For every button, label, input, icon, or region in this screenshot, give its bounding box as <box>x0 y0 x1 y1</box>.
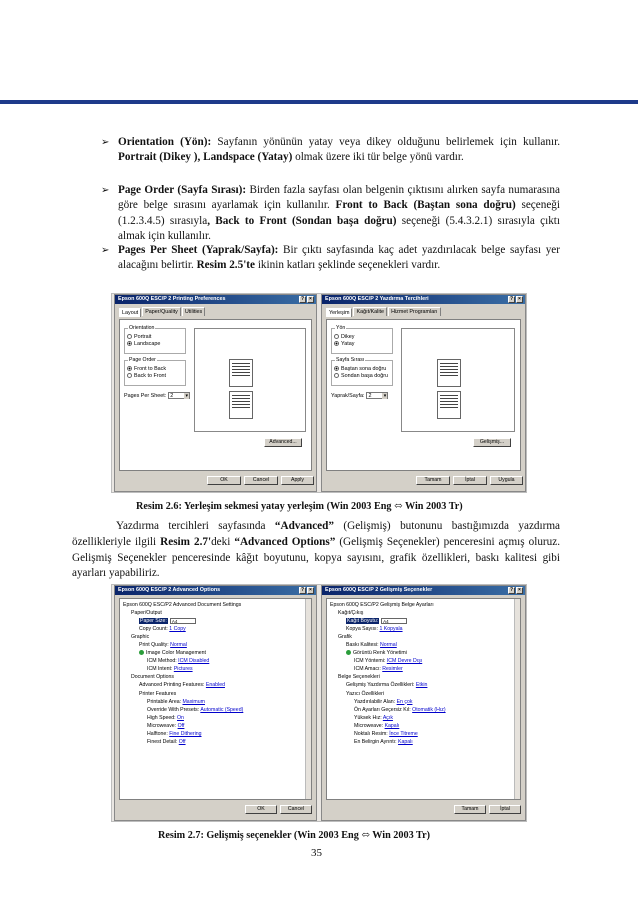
help-icon[interactable]: ? <box>509 296 514 302</box>
tree-item-label: Yazdırılabilir Alan: <box>354 698 396 705</box>
arrow-bullet-icon: ➢ <box>101 137 110 148</box>
advanced-button[interactable]: Gelişmiş... <box>473 438 511 447</box>
figure-advanced-options <box>111 584 527 822</box>
tree-item[interactable] <box>330 649 517 657</box>
tab-layout[interactable]: Layout <box>119 308 141 317</box>
text-run: Birden fazla sayfası olan belgenin çıktısını alırken sayfa numarasına göre belge sırasını ayarlamak için kullanılır. <box>118 184 560 212</box>
tree-item[interactable] <box>330 609 517 617</box>
tree-item-label: En Belirgin Ayrıntı: <box>354 738 397 745</box>
tree-item-label: Gelişmiş Yazdırma Özellikleri: <box>346 682 415 689</box>
tree-item-label: Override With Presets: <box>147 706 200 713</box>
page-order-group: Page Order Front to Back Back to Front <box>124 360 186 386</box>
tab-layout[interactable]: Yerleşim <box>326 308 352 317</box>
layout-preview <box>401 328 515 432</box>
tree-item-value[interactable]: 1 Kopyala <box>379 626 403 633</box>
paper-size-select[interactable]: A4 <box>381 618 407 624</box>
tree-item-value[interactable]: Maximum <box>182 698 205 705</box>
bold-term: Portrait (Dikey ), Landspace (Yatay) <box>118 151 293 164</box>
tree-item[interactable] <box>123 714 308 722</box>
tab-item[interactable]: Hizmet Programları <box>388 307 440 316</box>
tree-item-value[interactable]: Açık <box>382 714 393 721</box>
vertical-scrollbar[interactable] <box>305 599 311 799</box>
ok-button[interactable]: OK <box>245 805 277 814</box>
tree-item[interactable] <box>123 722 308 730</box>
text-run: seçeneği (5.4.3.2.1) sırasıyla çıktı almak için kullanılır. <box>118 214 560 242</box>
help-icon[interactable]: ? <box>300 296 305 302</box>
orientation-group: Yön Dikey Yatay <box>331 328 393 354</box>
tree-item[interactable] <box>123 657 308 665</box>
tree-item[interactable] <box>123 730 308 738</box>
tree-item-label: Printable Area: <box>147 698 182 705</box>
tree-item-value[interactable]: On <box>177 714 184 721</box>
tree-item-label: ICM Yöntemi: <box>354 658 386 665</box>
tree-item[interactable] <box>123 609 308 617</box>
ok-button[interactable]: Tamam <box>454 805 486 814</box>
color-management-icon <box>139 650 144 655</box>
back-to-front-radio[interactable]: Back to Front <box>127 373 183 379</box>
text-run: olmak üzere iki tür belge yönü vardır. <box>292 151 464 164</box>
tree-item-value[interactable]: En çok <box>396 698 413 705</box>
tree-item-label: ICM Intent: <box>147 666 173 673</box>
tree-item-value[interactable]: Normal <box>380 642 397 649</box>
tree-item-label: Kopya Sayısı: <box>346 626 379 633</box>
tree-item-label: ICM Amacı: <box>354 666 381 673</box>
tree-item-label: Noktalı Resim: <box>354 730 388 737</box>
figure-caption: Resim 2.7: Gelişmiş seçenekler (Win 2003 Eng ⬄ Win 2003 Tr) <box>158 830 430 841</box>
tab-item[interactable]: Utilities <box>182 307 205 316</box>
preview-page <box>229 359 253 387</box>
tree-item[interactable] <box>330 706 517 714</box>
tree-item[interactable] <box>330 738 517 746</box>
settings-tree <box>119 598 312 800</box>
cancel-button[interactable]: İptal <box>489 805 521 814</box>
tree-item-label: Grafik <box>338 634 352 641</box>
ok-button[interactable]: OK <box>207 476 241 485</box>
tree-item[interactable] <box>330 665 517 673</box>
tree-item-value[interactable]: Kapalı <box>398 738 413 745</box>
bold-term: Resim 2.7' <box>160 535 212 548</box>
tree-item[interactable] <box>123 698 308 706</box>
cancel-button[interactable]: İptal <box>453 476 487 485</box>
tree-item-value[interactable]: Etkin <box>415 682 428 689</box>
settings-tree <box>326 598 521 800</box>
text-run: Bir çıktı sayfasında kaç adet yazdırılacak belge sayfası yer alacağını belirtir. <box>118 244 560 272</box>
dialog-title: Epson 600Q ESC/P 2 Printing Preferences ? × <box>115 295 316 304</box>
text-run: deki <box>211 535 235 548</box>
bullet-page-order <box>101 183 560 244</box>
tree-item-value[interactable]: Pictures <box>173 666 193 673</box>
front-to-back-radio[interactable]: Baştan sona doğru <box>334 366 390 372</box>
tree-item-label: Yazıcı Özellikleri <box>346 690 384 697</box>
tree-item-label: Copy Count: <box>139 626 168 633</box>
tree-item-label: Graphic <box>131 634 150 641</box>
dialog-title: Epson 600Q ESC/P 2 Yazdırma Tercihleri ? × <box>322 295 525 304</box>
landscape-radio[interactable]: Yatay <box>334 341 390 347</box>
tree-item[interactable] <box>123 649 308 657</box>
portrait-radio[interactable]: Portrait <box>127 334 183 340</box>
tree-item-label: Document Options <box>131 674 174 681</box>
tree-item-value[interactable]: Normal <box>170 642 187 649</box>
help-icon[interactable]: ? <box>509 587 514 593</box>
text-run: (Gelişmiş) butonunu bastığımızda yazdırma özellikleriyle ilgili <box>72 520 561 548</box>
tree-item-value[interactable]: ICM Disabled <box>178 658 210 665</box>
text-run: seçeneği (1.2.3.4.5) sırasıyla <box>118 199 560 227</box>
dialog-printing-preferences-tr <box>321 294 526 492</box>
tree-item[interactable] <box>123 617 308 625</box>
tree-item-label: Paper Size: <box>140 618 167 625</box>
bold-term: “Advanced Options” <box>234 535 336 548</box>
tree-item-label: Belge Seçenekleri <box>338 674 380 681</box>
tree-item-label: High Speed: <box>147 714 176 721</box>
tree-item[interactable] <box>330 698 517 706</box>
tree-item-value[interactable]: Off <box>178 738 186 745</box>
tree-item-value[interactable]: Automatic (Speed) <box>200 706 244 713</box>
tree-item[interactable] <box>123 706 308 714</box>
color-management-icon <box>346 650 351 655</box>
vertical-scrollbar[interactable] <box>514 599 520 799</box>
ok-button[interactable]: Tamam <box>416 476 450 485</box>
bold-term: Pages Per Sheet (Yaprak/Sayfa): <box>118 244 279 256</box>
tree-item[interactable] <box>123 641 308 649</box>
tree-item-label: Microweave: <box>147 722 177 729</box>
tree-item[interactable] <box>330 625 517 633</box>
tab-item[interactable]: Paper/Quality <box>142 307 181 316</box>
pages-per-sheet-select[interactable]: 2 ▾ <box>366 392 388 399</box>
tree-item[interactable] <box>330 681 517 689</box>
dialog-tabs <box>115 304 316 316</box>
dialog-advanced-options-tr <box>321 585 526 821</box>
pages-per-sheet-row: Yaprak/Sayfa: 2 ▾ <box>331 392 388 399</box>
preview-page <box>229 391 253 419</box>
page-order-group: Sayfa Sırası Baştan sona doğru Sondan başa doğru <box>331 360 393 386</box>
tree-item[interactable] <box>123 625 308 633</box>
apply-button[interactable]: Uygula <box>490 476 523 485</box>
bullet-orientation <box>101 135 560 166</box>
tree-item-label: Baskı Kalitesi: <box>346 642 379 649</box>
arrow-bullet-icon: ➢ <box>101 185 110 196</box>
text-run: ikinin katları şeklinde seçenekleri vardır. <box>255 259 441 272</box>
close-icon[interactable]: × <box>307 587 314 594</box>
dialog-title: Epson 600Q ESC/P 2 Advanced Options ? × <box>115 586 316 595</box>
tree-item-label: Kağıt/Çıkış <box>338 610 364 617</box>
layout-panel <box>326 319 521 471</box>
tree-item[interactable] <box>123 665 308 673</box>
tree-item[interactable] <box>123 601 308 609</box>
preview-page <box>437 391 461 419</box>
bold-term: Orientation (Yön): <box>118 136 212 148</box>
tree-item-label: Printer Features <box>139 690 177 697</box>
tree-item[interactable] <box>330 641 517 649</box>
landscape-radio[interactable]: Landscape <box>127 341 183 347</box>
apply-button[interactable]: Apply <box>281 476 314 485</box>
tree-item-label: Kağıt Boyutu: <box>347 618 379 625</box>
tree-item-label: Microweave: <box>354 722 384 729</box>
bold-term: Resim 2.5'te <box>196 259 256 272</box>
bold-term: , Back to Front (Sondan başa doğru) <box>207 214 397 227</box>
cancel-button[interactable]: Cancel <box>244 476 278 485</box>
arrow-bullet-icon: ➢ <box>101 245 110 256</box>
dialog-advanced-options-en <box>114 585 317 821</box>
text-run: (Gelişmiş Seçenekler) penceresini açmış oluruz. Gelişmiş Seçenekler penceresinde kâğıt boyutunu, kopya sayısını, grafik özellikleri, baskı kalitesi gibi ayarları yapabiliriz. <box>72 535 561 580</box>
bold-term: “Advanced” <box>274 520 334 532</box>
body-paragraph <box>72 519 560 582</box>
figure-caption: Resim 2.6: Yerleşim sekmesi yatay yerleşim (Win 2003 Eng ⬄ Win 2003 Tr) <box>136 501 463 512</box>
tree-item-label: Advanced Printing Features: <box>139 682 205 689</box>
orientation-group: Orientation Portrait Landscape <box>124 328 186 354</box>
tree-item[interactable] <box>123 673 308 681</box>
text-run: Sayfanın yönünün yatay veya dikey olduğunu belirlemek için kullanır. <box>211 136 560 148</box>
preview-page <box>437 359 461 387</box>
dialog-title: Epson 600Q ESC/P 2 Gelişmiş Seçenekler ? × <box>322 586 525 595</box>
tree-item-label: Print Quality: <box>139 642 169 649</box>
tree-item[interactable] <box>330 673 517 681</box>
tree-item-label: Yüksek Hız: <box>354 714 382 721</box>
layout-panel <box>119 319 312 471</box>
portrait-radio[interactable]: Dikey <box>334 334 390 340</box>
tree-item[interactable] <box>330 617 517 625</box>
tree-item[interactable] <box>330 657 517 665</box>
dialog-printing-preferences-en <box>114 294 317 492</box>
paper-size-select[interactable]: A4 <box>170 618 196 624</box>
tree-item[interactable] <box>330 601 517 609</box>
bold-term: Front to Back (Baştan sona doğru) <box>335 199 516 212</box>
tree-item-label: Paper/Output <box>131 610 162 617</box>
cancel-button[interactable]: Cancel <box>280 805 312 814</box>
figure-layout-dialogs <box>111 293 527 493</box>
tree-item[interactable] <box>123 690 308 698</box>
tab-item[interactable]: Kağıt/Kalite <box>353 307 387 316</box>
page-number: 35 <box>311 847 322 859</box>
advanced-button[interactable]: Advanced... <box>264 438 302 447</box>
header-rule <box>0 100 638 104</box>
pages-per-sheet-row: Pages Per Sheet: 2 ▾ <box>124 392 190 399</box>
tree-item-label: Epson 600Q ESC/P2 Gelişmiş Belge Ayarları <box>330 602 434 608</box>
tree-item[interactable] <box>330 714 517 722</box>
tree-item-label: Image Color Management <box>146 650 206 657</box>
tree-item-label: Görüntü Renk Yönetimi <box>353 650 407 657</box>
tree-item[interactable] <box>330 730 517 738</box>
close-icon[interactable]: × <box>516 587 523 594</box>
tree-item-label: ICM Method: <box>147 658 177 665</box>
bold-term: Page Order (Sayfa Sırası): <box>118 184 247 196</box>
dialog-tabs <box>322 304 525 316</box>
bullet-pages-per-sheet <box>101 243 560 274</box>
tree-item[interactable] <box>330 633 517 641</box>
tree-item-value[interactable]: Off <box>177 722 185 729</box>
tree-item-label: Finest Detail: <box>147 738 178 745</box>
tree-item[interactable] <box>123 633 308 641</box>
tree-item-value[interactable]: Otomatik (Hız) <box>412 706 446 713</box>
tree-item-value[interactable]: Fine Dithering <box>169 730 202 737</box>
tree-item[interactable] <box>123 738 308 746</box>
tree-item-value[interactable]: Enabled <box>205 682 225 689</box>
tree-item[interactable] <box>330 690 517 698</box>
close-icon[interactable]: × <box>307 296 314 303</box>
layout-preview <box>194 328 306 432</box>
close-icon[interactable]: × <box>516 296 523 303</box>
tree-item-value[interactable]: İnce Titreme <box>389 730 418 737</box>
tree-item-label: Halftone: <box>147 730 168 737</box>
tree-item-value[interactable]: ICM Devre Dışı <box>386 658 423 665</box>
back-to-front-radio[interactable]: Sondan başa doğru <box>334 373 390 379</box>
front-to-back-radio[interactable]: Front to Back <box>127 366 183 372</box>
tree-item-label: Ön Ayarları Geçersiz Kıl: <box>354 706 411 713</box>
help-icon[interactable]: ? <box>300 587 305 593</box>
text-run: Yazdırma tercihleri sayfasında <box>116 520 275 532</box>
pages-per-sheet-select[interactable]: 2 ▾ <box>168 392 190 399</box>
tree-item-value[interactable]: Kapalı <box>384 722 400 729</box>
tree-item-value[interactable]: 1 Copy <box>169 626 186 633</box>
tree-item-label: Epson 600Q ESC/P2 Advanced Document Settings <box>123 602 242 608</box>
tree-item-value[interactable]: Resimler <box>382 666 403 673</box>
tree-item[interactable] <box>330 722 517 730</box>
tree-item[interactable] <box>123 681 308 689</box>
